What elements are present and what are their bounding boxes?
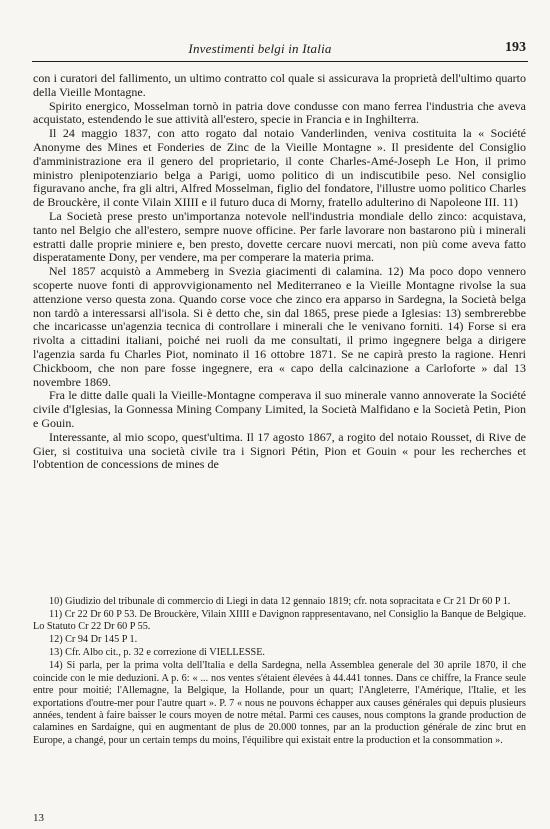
footnote: 14) Si parla, per la prima volta dell'Italia e della Sardegna, nella Assemblea generale del 30 aprile 1870, il che coincide con le mie deduzioni. A p. 6: « ... nos ventes s'étaient élevées à 44.441 tonnes. Dans ce chiffre, la France seule entre pour moitié; l'Allemagne, la Belgique, la Hollande, pour un quart; l'Angleterre, l'Amérique, l'Italie, et les exportations d'outre-mer pour l'autre quart ». P. 7 « nous ne pouvons échapper aux causes générales qui depuis plusieurs années, tendent à faire baisser le cours moyen de notre métal. Parmi ces causes, nous comptons la grande production de calamines en Sardaigne, qui en augmentant de plus de 20.000 tonnes, par an la production générale de zinc brut en Europe, a changé, pour un certain temps du moins, l'équilibre qui existait entre la production et la consommation ». [33, 660, 526, 746]
running-title: Investimenti belgi in Italia [188, 41, 332, 56]
footnotes [33, 596, 526, 748]
signature-mark: 13 [33, 812, 44, 824]
paragraph: Nel 1857 acquistò a Ammeberg in Svezia giacimenti di calamina. 12) Ma poco dopo vennero scoperte nuove fonti di approvvigionamento nel Mediterraneo e la Vieille Montagne rivolse la sua attenzione verso questa zona. Quando corse voce che zinco era apparso in Sardegna, la Società belga non tardò a interessarsi all'isola. Si è detto che, sin dal 1865, prese piede a Iglesias: 13) sembrerebbe che incaricasse un'agenzia tecnica di controllare i minerali che le venivano forniti. 14) Forse si era rivolta a cittadini italiani, poiché nei ruoli da me consultati, il primo ingegnere belga a dirigere l'agenzia sarda fu Charles Piot, nominato il 16 ottobre 1871. Se ne capirà presto la ragione. Henri Chickboom, che non pare fosse ingegnere, era « capo della calcinazione a Carloforte » dal 13 novembre 1869. [33, 264, 526, 389]
main-text [33, 72, 526, 472]
paragraph: Spirito energico, Mosselman tornò in patria dove condusse con mano ferrea l'industria che aveva acquistato, estendendo le sue attività all'estero, specie in Francia e in Inghilterra. [33, 98, 526, 127]
header-rule [32, 61, 528, 62]
paragraph: Fra le ditte dalle quali la Vieille-Montagne comperava il suo minerale vanno annoverate la Société civile d'Iglesias, la Gonnessa Mining Company Limited, la Società Malfidano e la Società Petin, Pion e Gouin. [33, 388, 526, 430]
footnote: 12) Cr 94 Dr 145 P 1. [49, 634, 138, 646]
paragraph: La Società prese presto un'importanza notevole nell'industria mondiale dello zinco: acquistava, tanto nel Belgio che all'estero, sempre nuove officine. Per farle lavorare non bastarono più i minerali estratti dalle proprie miniere e, ben presto, dovette cercare nuovi mercati, non più come aveva fatto disperatamente Dony, per vendere, ma per comperare la materia prima. [33, 208, 526, 265]
paragraph: con i curatori del fallimento, un ultimo contratto col quale si assicurava la proprietà dell'ultimo quarto della Vieille Montagne. [33, 71, 526, 99]
paragraph: Il 24 maggio 1837, con atto rogato dal notaio Vanderlinden, veniva costituita la « Société Anonyme des Mines et Fonderies de Zinc de la Vieille Montagne ». Il presidente del Consiglio d'amministrazione era il genero del proprietario, il conte Charles-Amé-Joseph Le Hon, il primo ministro plenipotenziario belga a Parigi, uomo politico di un indiscutibile peso. Nel consiglio figuravano anche, fra gli altri, Alfred Mosselman, figlio del fondatore, l'illustre uomo politico Charles de Brouckère, il conte Vilain XIIII e il futuro duca di Morny, fratello adulterino di Napoleone III. 11) [33, 126, 526, 210]
page-number: 193 [505, 40, 526, 55]
running-header [32, 38, 528, 60]
footnote: 11) Cr 22 Dr 60 P 53. De Brouckère, Vilain XIIII e Davignon rappresentavano, nel Consiglio la Banque de Belgique. Lo Statuto Cr 22 Dr 60 P 55. [33, 609, 526, 633]
paragraph: Interessante, al mio scopo, quest'ultima. Il 17 agosto 1867, a rogito del notaio Rousset, di Rive de Gier, si costituiva una società civile tra i Signori Pétin, Pion et Gouin « pour les recherches et l'obtention de concessions de mines de [33, 429, 526, 472]
footnote: 13) Cfr. Albo cit., p. 32 e correzione di VIELLESSE. [49, 647, 265, 659]
footnote: 10) Giudizio del tribunale di commercio di Liegi in data 12 gennaio 1819; cfr. nota sopracitata e Cr 21 Dr 60 P 1. [49, 596, 511, 607]
